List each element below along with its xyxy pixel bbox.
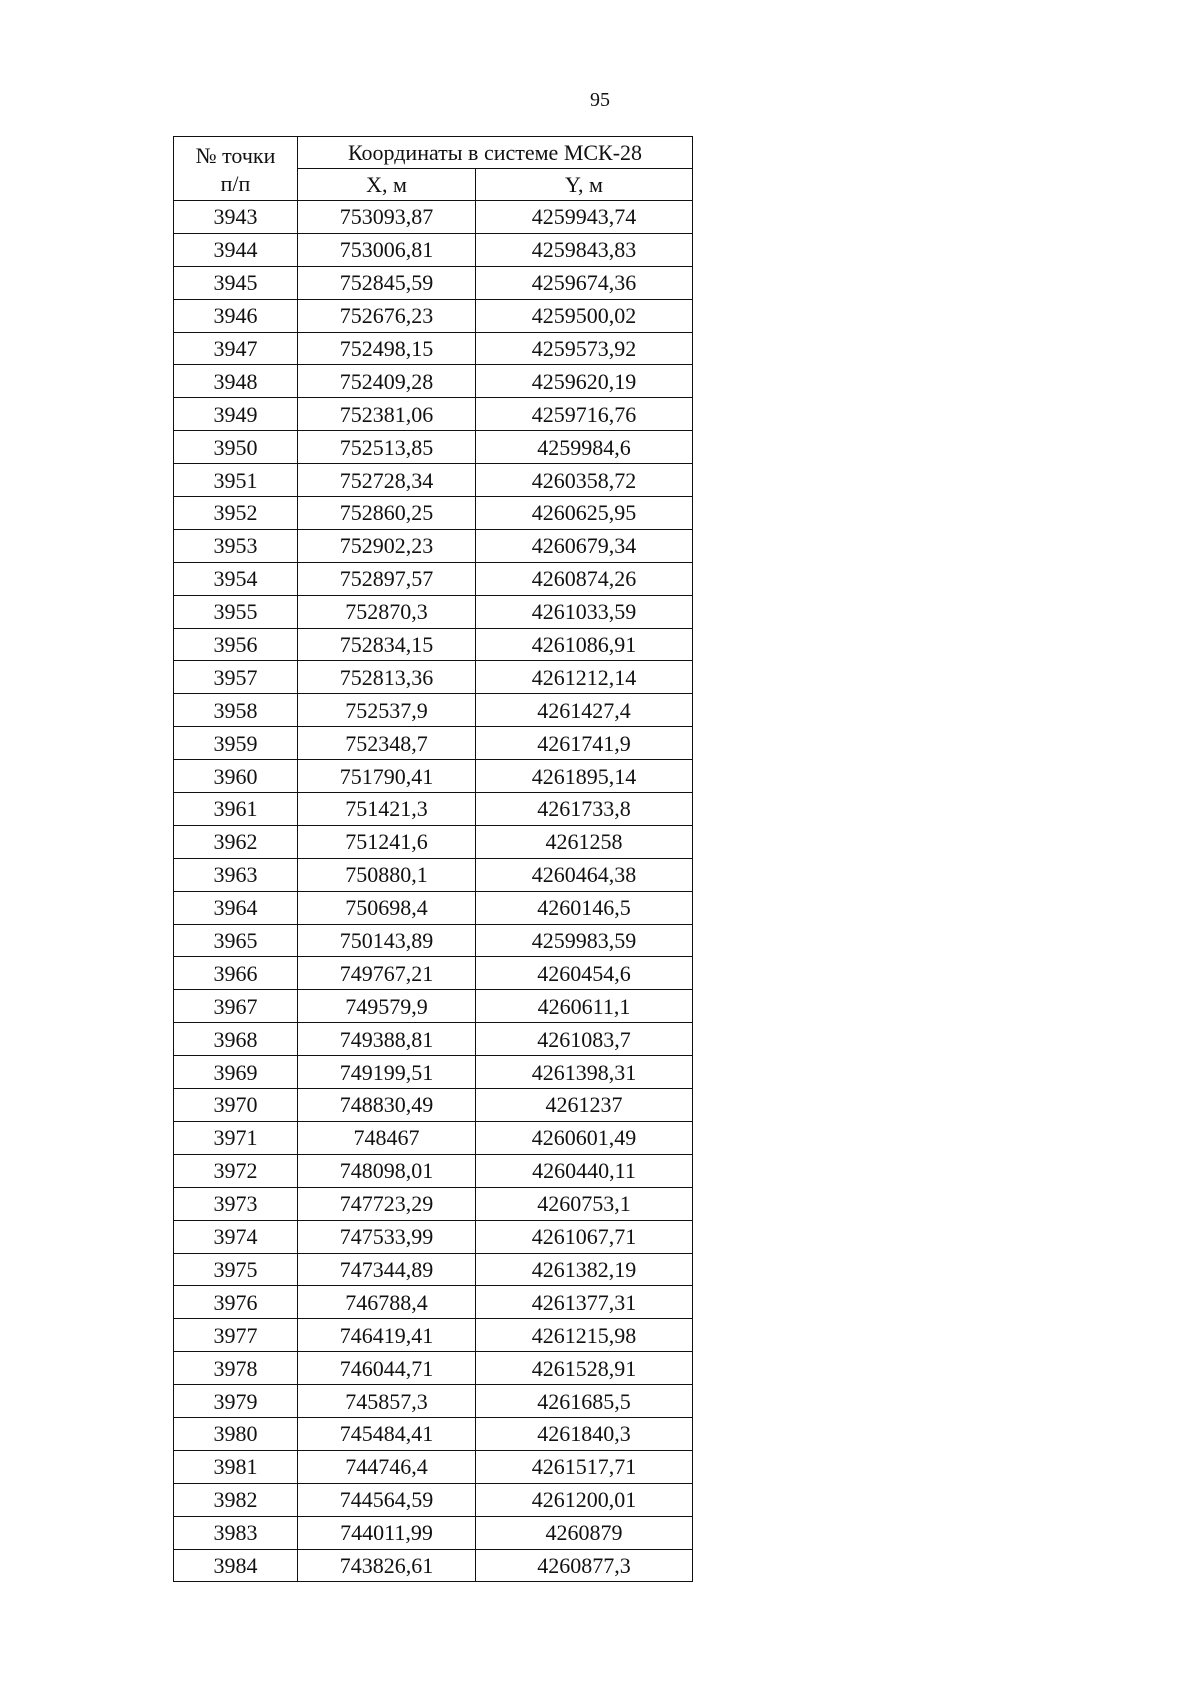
y-coordinate-cell: 4261083,7 bbox=[476, 1023, 693, 1056]
table-row bbox=[174, 694, 693, 727]
x-coordinate-cell: 750880,1 bbox=[298, 858, 476, 891]
x-coordinate-cell: 748830,49 bbox=[298, 1089, 476, 1122]
x-coordinate-cell: 752813,36 bbox=[298, 661, 476, 694]
table-row bbox=[174, 1253, 693, 1286]
table-row bbox=[174, 201, 693, 234]
x-coordinate-cell: 752381,06 bbox=[298, 398, 476, 431]
x-coordinate-cell: 745857,3 bbox=[298, 1385, 476, 1418]
x-coordinate-cell: 744011,99 bbox=[298, 1516, 476, 1549]
x-coordinate-cell: 753006,81 bbox=[298, 233, 476, 266]
point-number-cell: 3970 bbox=[174, 1089, 298, 1122]
point-number-cell: 3968 bbox=[174, 1023, 298, 1056]
point-number-cell: 3964 bbox=[174, 891, 298, 924]
point-number-cell: 3962 bbox=[174, 825, 298, 858]
table-row bbox=[174, 1286, 693, 1319]
point-number-header-line1: № точки bbox=[195, 142, 276, 168]
point-number-cell: 3966 bbox=[174, 957, 298, 990]
table-row bbox=[174, 891, 693, 924]
table-row bbox=[174, 562, 693, 595]
x-coordinate-cell: 750143,89 bbox=[298, 924, 476, 957]
table-row bbox=[174, 1220, 693, 1253]
table-row bbox=[174, 1352, 693, 1385]
point-number-cell: 3980 bbox=[174, 1417, 298, 1450]
point-number-cell: 3950 bbox=[174, 431, 298, 464]
table-row bbox=[174, 365, 693, 398]
table-row bbox=[174, 1450, 693, 1483]
x-coordinate-cell: 744564,59 bbox=[298, 1483, 476, 1516]
y-coordinate-cell: 4259500,02 bbox=[476, 299, 693, 332]
y-coordinate-cell: 4261086,91 bbox=[476, 628, 693, 661]
point-number-cell: 3973 bbox=[174, 1187, 298, 1220]
point-number-cell: 3957 bbox=[174, 661, 298, 694]
x-coordinate-cell: 752897,57 bbox=[298, 562, 476, 595]
table-row bbox=[174, 1056, 693, 1089]
x-coordinate-cell: 753093,87 bbox=[298, 201, 476, 234]
y-coordinate-cell: 4260874,26 bbox=[476, 562, 693, 595]
point-number-cell: 3982 bbox=[174, 1483, 298, 1516]
x-coordinate-cell: 748098,01 bbox=[298, 1154, 476, 1187]
table-row bbox=[174, 299, 693, 332]
table-row bbox=[174, 628, 693, 661]
point-number-cell: 3960 bbox=[174, 760, 298, 793]
table-row bbox=[174, 760, 693, 793]
y-coordinate-cell: 4260146,5 bbox=[476, 891, 693, 924]
y-coordinate-cell: 4261377,31 bbox=[476, 1286, 693, 1319]
x-coordinate-cell: 749767,21 bbox=[298, 957, 476, 990]
y-coordinate-cell: 4260753,1 bbox=[476, 1187, 693, 1220]
y-coordinate-cell: 4261741,9 bbox=[476, 727, 693, 760]
table-row bbox=[174, 1023, 693, 1056]
table-row bbox=[174, 793, 693, 826]
table-row bbox=[174, 858, 693, 891]
y-coordinate-cell: 4261200,01 bbox=[476, 1483, 693, 1516]
point-number-cell: 3983 bbox=[174, 1516, 298, 1549]
point-number-cell: 3977 bbox=[174, 1319, 298, 1352]
table-row bbox=[174, 924, 693, 957]
y-coordinate-cell: 4260601,49 bbox=[476, 1121, 693, 1154]
point-number-cell: 3979 bbox=[174, 1385, 298, 1418]
y-coordinate-cell: 4261237 bbox=[476, 1089, 693, 1122]
point-number-header-line2: п/п bbox=[220, 170, 251, 196]
table-row bbox=[174, 1417, 693, 1450]
y-coordinate-cell: 4260877,3 bbox=[476, 1549, 693, 1582]
y-coordinate-cell: 4261215,98 bbox=[476, 1319, 693, 1352]
table-row bbox=[174, 727, 693, 760]
x-coordinate-cell: 750698,4 bbox=[298, 891, 476, 924]
x-coordinate-cell: 751790,41 bbox=[298, 760, 476, 793]
x-coordinate-cell: 747533,99 bbox=[298, 1220, 476, 1253]
y-coordinate-cell: 4261840,3 bbox=[476, 1417, 693, 1450]
table-row bbox=[174, 1516, 693, 1549]
x-coordinate-cell: 752728,34 bbox=[298, 464, 476, 497]
point-number-cell: 3969 bbox=[174, 1056, 298, 1089]
y-coordinate-cell: 4259984,6 bbox=[476, 431, 693, 464]
coordinates-system-header: Координаты в системе МСК-28 bbox=[298, 137, 693, 169]
table-body bbox=[174, 201, 693, 1582]
y-coordinate-cell: 4259983,59 bbox=[476, 924, 693, 957]
y-coordinate-cell: 4260440,11 bbox=[476, 1154, 693, 1187]
point-number-cell: 3952 bbox=[174, 497, 298, 530]
x-coordinate-cell: 745484,41 bbox=[298, 1417, 476, 1450]
x-coordinate-cell: 751421,3 bbox=[298, 793, 476, 826]
x-coordinate-cell: 747344,89 bbox=[298, 1253, 476, 1286]
y-coordinate-cell: 4259620,19 bbox=[476, 365, 693, 398]
point-number-cell: 3948 bbox=[174, 365, 298, 398]
point-number-cell: 3954 bbox=[174, 562, 298, 595]
table-row bbox=[174, 464, 693, 497]
y-coordinate-cell: 4261067,71 bbox=[476, 1220, 693, 1253]
point-number-cell: 3944 bbox=[174, 233, 298, 266]
point-number-cell: 3945 bbox=[174, 266, 298, 299]
x-coordinate-cell: 749388,81 bbox=[298, 1023, 476, 1056]
table-row bbox=[174, 957, 693, 990]
y-coordinate-cell: 4261033,59 bbox=[476, 595, 693, 628]
x-coordinate-cell: 749199,51 bbox=[298, 1056, 476, 1089]
table-row bbox=[174, 497, 693, 530]
point-number-cell: 3955 bbox=[174, 595, 298, 628]
y-coordinate-cell: 4260625,95 bbox=[476, 497, 693, 530]
y-coordinate-cell: 4260611,1 bbox=[476, 990, 693, 1023]
table-row bbox=[174, 990, 693, 1023]
y-coordinate-cell: 4261382,19 bbox=[476, 1253, 693, 1286]
x-coordinate-cell: 752902,23 bbox=[298, 529, 476, 562]
table-row bbox=[174, 1187, 693, 1220]
y-coordinate-cell: 4260464,38 bbox=[476, 858, 693, 891]
point-number-cell: 3961 bbox=[174, 793, 298, 826]
point-number-cell: 3949 bbox=[174, 398, 298, 431]
x-coordinate-cell: 752348,7 bbox=[298, 727, 476, 760]
x-coordinate-cell: 744746,4 bbox=[298, 1450, 476, 1483]
x-coordinate-cell: 752409,28 bbox=[298, 365, 476, 398]
y-coordinate-cell: 4260679,34 bbox=[476, 529, 693, 562]
point-number-header bbox=[174, 137, 298, 201]
y-coordinate-cell: 4259716,76 bbox=[476, 398, 693, 431]
x-coordinate-cell: 752860,25 bbox=[298, 497, 476, 530]
y-coordinate-cell: 4261528,91 bbox=[476, 1352, 693, 1385]
table-row bbox=[174, 1483, 693, 1516]
table-row bbox=[174, 1385, 693, 1418]
page-number: 95 bbox=[590, 89, 610, 111]
y-coordinate-cell: 4260879 bbox=[476, 1516, 693, 1549]
point-number-cell: 3971 bbox=[174, 1121, 298, 1154]
y-coordinate-cell: 4259674,36 bbox=[476, 266, 693, 299]
coordinates-table bbox=[173, 136, 693, 1582]
point-number-cell: 3958 bbox=[174, 694, 298, 727]
point-number-cell: 3943 bbox=[174, 201, 298, 234]
x-coordinate-cell: 752834,15 bbox=[298, 628, 476, 661]
x-coordinate-cell: 749579,9 bbox=[298, 990, 476, 1023]
x-coordinate-cell: 746044,71 bbox=[298, 1352, 476, 1385]
point-number-cell: 3976 bbox=[174, 1286, 298, 1319]
point-number-cell: 3956 bbox=[174, 628, 298, 661]
table-row bbox=[174, 825, 693, 858]
point-number-cell: 3953 bbox=[174, 529, 298, 562]
table-row bbox=[174, 1549, 693, 1582]
x-coordinate-cell: 748467 bbox=[298, 1121, 476, 1154]
table-row bbox=[174, 1089, 693, 1122]
y-coordinate-cell: 4261398,31 bbox=[476, 1056, 693, 1089]
x-coordinate-cell: 751241,6 bbox=[298, 825, 476, 858]
table-row bbox=[174, 529, 693, 562]
y-coordinate-cell: 4259843,83 bbox=[476, 233, 693, 266]
table-row bbox=[174, 332, 693, 365]
x-coordinate-cell: 746419,41 bbox=[298, 1319, 476, 1352]
y-coordinate-cell: 4261212,14 bbox=[476, 661, 693, 694]
table-row bbox=[174, 431, 693, 464]
x-coordinate-cell: 752513,85 bbox=[298, 431, 476, 464]
x-coordinate-cell: 752676,23 bbox=[298, 299, 476, 332]
point-number-cell: 3965 bbox=[174, 924, 298, 957]
point-number-cell: 3946 bbox=[174, 299, 298, 332]
x-coordinate-cell: 747723,29 bbox=[298, 1187, 476, 1220]
y-coordinate-cell: 4259573,92 bbox=[476, 332, 693, 365]
table-row bbox=[174, 398, 693, 431]
y-coordinate-cell: 4261517,71 bbox=[476, 1450, 693, 1483]
point-number-cell: 3974 bbox=[174, 1220, 298, 1253]
point-number-cell: 3967 bbox=[174, 990, 298, 1023]
x-coordinate-cell: 746788,4 bbox=[298, 1286, 476, 1319]
table-row bbox=[174, 1121, 693, 1154]
y-coordinate-cell: 4261258 bbox=[476, 825, 693, 858]
y-coordinate-cell: 4261685,5 bbox=[476, 1385, 693, 1418]
point-number-cell: 3959 bbox=[174, 727, 298, 760]
point-number-cell: 3981 bbox=[174, 1450, 298, 1483]
point-number-cell: 3975 bbox=[174, 1253, 298, 1286]
x-coordinate-cell: 752498,15 bbox=[298, 332, 476, 365]
x-coordinate-cell: 752537,9 bbox=[298, 694, 476, 727]
point-number-cell: 3963 bbox=[174, 858, 298, 891]
table-row bbox=[174, 661, 693, 694]
y-coordinate-cell: 4259943,74 bbox=[476, 201, 693, 234]
table-header bbox=[174, 137, 693, 201]
point-number-cell: 3972 bbox=[174, 1154, 298, 1187]
table-row bbox=[174, 266, 693, 299]
x-column-header: X, м bbox=[298, 169, 476, 201]
y-coordinate-cell: 4261895,14 bbox=[476, 760, 693, 793]
table-row bbox=[174, 233, 693, 266]
table-row bbox=[174, 1154, 693, 1187]
y-column-header: Y, м bbox=[476, 169, 693, 201]
point-number-cell: 3951 bbox=[174, 464, 298, 497]
point-number-cell: 3978 bbox=[174, 1352, 298, 1385]
point-number-cell: 3947 bbox=[174, 332, 298, 365]
y-coordinate-cell: 4260454,6 bbox=[476, 957, 693, 990]
x-coordinate-cell: 752870,3 bbox=[298, 595, 476, 628]
point-number-cell: 3984 bbox=[174, 1549, 298, 1582]
table-row bbox=[174, 595, 693, 628]
y-coordinate-cell: 4261427,4 bbox=[476, 694, 693, 727]
y-coordinate-cell: 4260358,72 bbox=[476, 464, 693, 497]
table-row bbox=[174, 1319, 693, 1352]
x-coordinate-cell: 743826,61 bbox=[298, 1549, 476, 1582]
y-coordinate-cell: 4261733,8 bbox=[476, 793, 693, 826]
x-coordinate-cell: 752845,59 bbox=[298, 266, 476, 299]
